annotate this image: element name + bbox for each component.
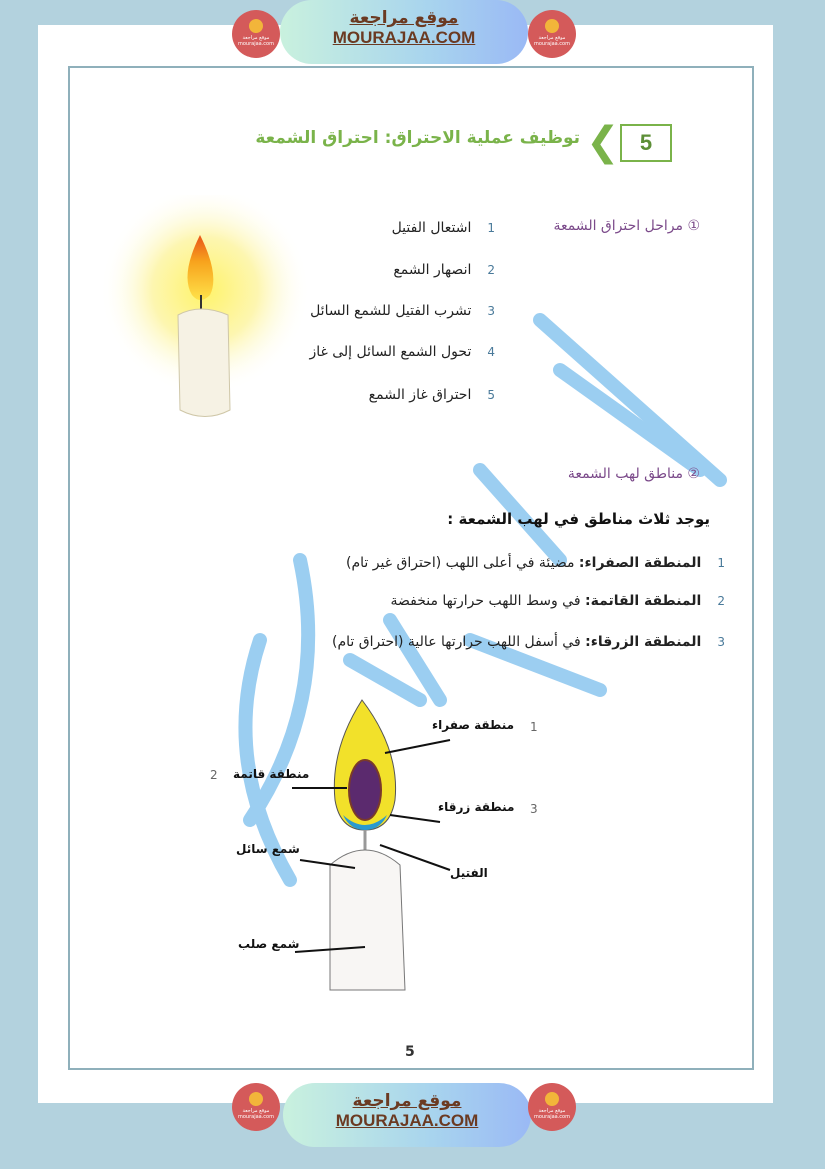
badge-text: موقع مراجعة mourajaa.com	[237, 1108, 274, 1120]
step-number: 1	[487, 221, 495, 235]
part2-intro: يوجد ثلاث مناطق في لهب الشمعة :	[447, 510, 710, 528]
zone-text: مضيئة في أعلى اللهب (احتراق غير تام)	[346, 555, 575, 571]
step-item	[392, 220, 495, 236]
step-number: 4	[487, 345, 495, 359]
zone-name: المنطقة الزرقاء:	[585, 634, 702, 650]
page-number: 5	[405, 1044, 415, 1060]
step-text: انصهار الشمع	[393, 262, 472, 278]
site-logo-badge[interactable]	[528, 1083, 576, 1131]
label-dark-zone: منطقة قاتمة	[233, 767, 310, 781]
section-title: توظيف عملية الاحتراق: احتراق الشمعة	[255, 128, 580, 148]
label-solid-wax: شمع صلب	[238, 937, 300, 951]
logo-icon	[249, 1092, 263, 1106]
site-name-ar[interactable]: موقع مراجعة	[352, 1091, 462, 1111]
label-number: 3	[530, 802, 538, 816]
step-text: اشتعال الفتيل	[391, 220, 472, 236]
step-text: احتراق غاز الشمع	[368, 387, 472, 403]
badge-text: موقع مراجعة mourajaa.com	[533, 1108, 570, 1120]
zone-name: المنطقة القاتمة:	[585, 593, 702, 609]
site-banner-bottom[interactable]	[283, 1083, 531, 1147]
step-item	[369, 387, 495, 403]
zone-number: 1	[717, 556, 725, 570]
site-name-en[interactable]: MOURAJAA.COM	[332, 28, 476, 47]
zone-item	[390, 593, 725, 609]
lit-candle-image	[100, 195, 315, 425]
step-text: تحول الشمع السائل إلى غاز	[309, 344, 472, 360]
logo-icon	[545, 1092, 559, 1106]
step-number: 3	[487, 304, 495, 318]
part2-heading: ② مناطق لهب الشمعة	[567, 466, 700, 482]
label-number: 2	[210, 768, 218, 782]
site-name-ar[interactable]: موقع مراجعة	[349, 8, 459, 28]
badge-text: موقع مراجعة mourajaa.com	[533, 35, 570, 47]
site-name-en[interactable]: MOURAJAA.COM	[335, 1111, 479, 1130]
step-number: 5	[487, 388, 495, 402]
zone-number: 3	[717, 635, 725, 649]
label-blue-zone: منطقة زرقاء	[438, 800, 515, 814]
chevron-left-icon: ❮	[586, 119, 620, 165]
step-item	[310, 303, 495, 319]
part1-heading: ① مراحل احتراق الشمعة	[553, 218, 700, 234]
label-liquid-wax: شمع سائل	[236, 842, 300, 856]
label-number: 1	[530, 720, 538, 734]
zone-number: 2	[717, 594, 725, 608]
zone-text: في وسط اللهب حرارتها منخفضة	[390, 593, 581, 609]
step-text: تشرب الفتيل للشمع السائل	[310, 303, 472, 319]
step-number: 2	[487, 263, 495, 277]
label-wick: الفتيل	[450, 866, 488, 880]
zone-item	[346, 555, 725, 571]
step-item	[393, 262, 495, 278]
zone-text: في أسفل اللهب حرارتها عالية (احتراق تام)	[332, 634, 581, 650]
badge-text: موقع مراجعة mourajaa.com	[237, 35, 274, 47]
zone-name: المنطقة الصفراء:	[578, 555, 702, 571]
label-yellow-zone: منطقة صفراء	[432, 718, 515, 732]
zone-item	[332, 634, 725, 650]
step-item	[309, 344, 495, 360]
site-logo-badge[interactable]	[232, 1083, 280, 1131]
section-number: 5	[620, 124, 672, 162]
